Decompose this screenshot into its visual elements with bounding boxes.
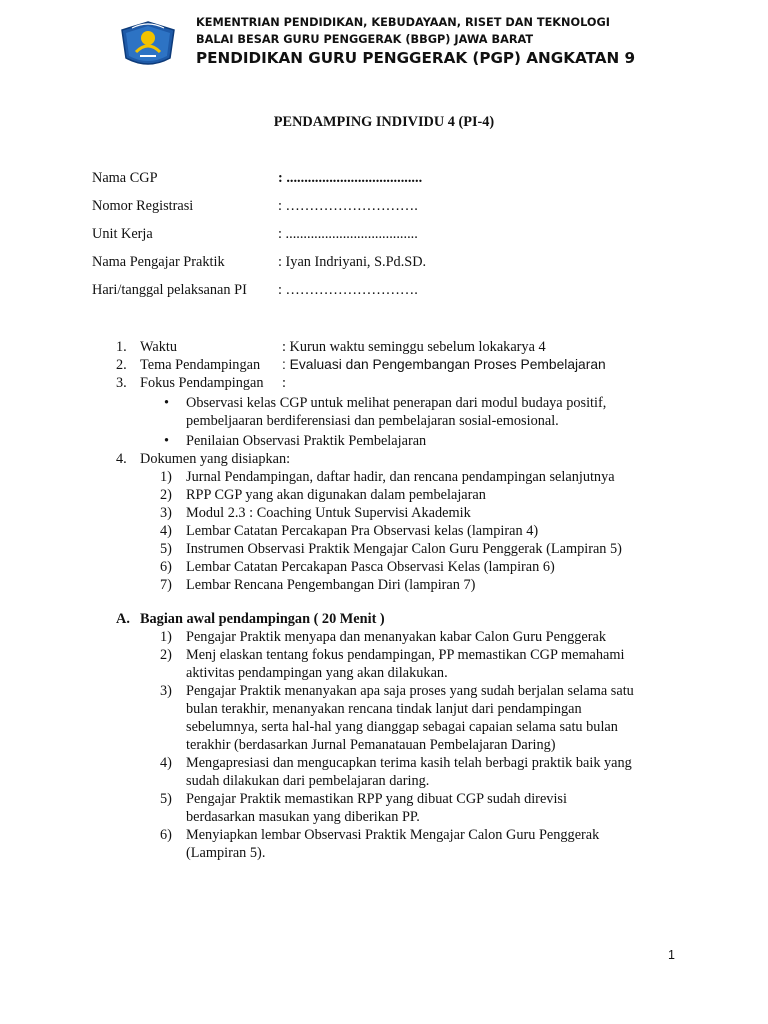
doc-text: Lembar Rencana Pengembangan Diri (lampiran 7) bbox=[186, 577, 476, 593]
document-item bbox=[116, 504, 716, 522]
doc-text: Instrumen Observasi Praktik Mengajar Calon Guru Penggerak (Lampiran 5) bbox=[186, 541, 622, 557]
step-item bbox=[116, 646, 716, 664]
step-text: Menj elaskan tentang fokus pendampingan, PP memastikan CGP memahami bbox=[186, 647, 625, 663]
identity-value: : ………………………. bbox=[278, 198, 418, 214]
step-number: 3) bbox=[160, 683, 172, 699]
step-text: Pengajar Praktik memastikan RPP yang dibuat CGP sudah direvisi bbox=[186, 791, 567, 807]
step-text: Pengajar Praktik menyapa dan menanyakan kabar Calon Guru Penggerak bbox=[186, 629, 607, 645]
section-a bbox=[116, 610, 716, 862]
step-text: aktivitas pendampingan yang akan dilakukan. bbox=[186, 665, 448, 681]
section-letter: A. bbox=[116, 611, 130, 627]
step-text: sebelumnya, serta hal-hal yang dianggap sebagai capaian selama satu bulan bbox=[186, 719, 618, 735]
step-continuation bbox=[116, 700, 716, 718]
step-text: (Lampiran 5). bbox=[186, 845, 266, 861]
step-text: bulan terakhir, menanyakan rencana tindak lanjut dari pendampingan bbox=[186, 701, 582, 717]
step-number: 6) bbox=[160, 827, 172, 843]
step-number: 2) bbox=[160, 647, 172, 663]
doc-number: 2) bbox=[160, 487, 172, 503]
bullet-icon: • bbox=[164, 433, 170, 449]
numbered-list bbox=[116, 338, 716, 594]
item-value: : Evaluasi dan Pengembangan Proses Pembelajaran bbox=[282, 357, 606, 372]
item-label: Fokus Pendampingan bbox=[140, 375, 264, 391]
identity-label: Nomor Registrasi bbox=[92, 198, 194, 214]
doc-number: 7) bbox=[160, 577, 172, 593]
document-item bbox=[116, 486, 716, 504]
list-item bbox=[116, 450, 716, 468]
identity-value: : ………………………. bbox=[278, 282, 418, 298]
step-continuation bbox=[116, 808, 716, 826]
list-item bbox=[116, 356, 716, 374]
bullet-continuation bbox=[116, 412, 716, 430]
item-number: 1. bbox=[116, 339, 127, 355]
doc-text: Jurnal Pendampingan, daftar hadir, dan rencana pendampingan selanjutnya bbox=[186, 469, 615, 485]
list-item bbox=[116, 338, 716, 356]
doc-text: RPP CGP yang akan digunakan dalam pembelajaran bbox=[186, 487, 486, 503]
identity-value: : ...................................... bbox=[278, 170, 423, 186]
step-text: Pengajar Praktik menanyakan apa saja proses yang sudah berjalan selama satu bbox=[186, 683, 634, 699]
step-item bbox=[116, 682, 716, 700]
step-number: 4) bbox=[160, 755, 172, 771]
doc-number: 1) bbox=[160, 469, 172, 485]
bullet-text: Observasi kelas CGP untuk melihat penerapan dari modul budaya positif, bbox=[186, 395, 607, 411]
document-item bbox=[116, 540, 716, 558]
page-number: 1 bbox=[668, 948, 675, 962]
doc-number: 6) bbox=[160, 559, 172, 575]
step-number: 1) bbox=[160, 629, 172, 645]
bullet-item bbox=[116, 394, 716, 412]
document-item bbox=[116, 522, 716, 540]
identity-value: : Iyan Indriyani, S.Pd.SD. bbox=[278, 254, 427, 270]
program-name: PENDIDIKAN GURU PENGGERAK (PGP) ANGKATAN 9 bbox=[196, 49, 636, 67]
item-label: Waktu bbox=[140, 339, 177, 355]
doc-text: Lembar Catatan Percakapan Pasca Observasi Kelas (lampiran 6) bbox=[186, 559, 555, 575]
step-item bbox=[116, 790, 716, 808]
step-continuation bbox=[116, 772, 716, 790]
item-value: : Kurun waktu seminggu sebelum lokakarya 4 bbox=[282, 339, 546, 355]
tut-wuri-handayani-logo bbox=[118, 20, 178, 72]
step-item bbox=[116, 628, 716, 646]
bullet-item bbox=[116, 432, 716, 450]
identity-label: Unit Kerja bbox=[92, 226, 153, 242]
ministry-name: KEMENTRIAN PENDIDIKAN, KEBUDAYAAN, RISET DAN TEKNOLOGI bbox=[196, 16, 610, 29]
doc-number: 3) bbox=[160, 505, 172, 521]
bullet-text: Penilaian Observasi Praktik Pembelajaran bbox=[186, 433, 427, 449]
doc-text: Lembar Catatan Percakapan Pra Observasi kelas (lampiran 4) bbox=[186, 523, 539, 539]
step-text: terakhir (berdasarkan Jurnal Pemanatauan Pembelajaran Daring) bbox=[186, 737, 556, 753]
document-title: PENDAMPING INDIVIDU 4 (PI-4) bbox=[273, 114, 495, 130]
step-continuation bbox=[116, 664, 716, 682]
step-text: Mengapresiasi dan mengucapkan terima kasih telah berbagi praktik baik yang bbox=[186, 755, 632, 771]
institution-name: BALAI BESAR GURU PENGGERAK (BBGP) JAWA BARAT bbox=[196, 33, 534, 46]
step-item bbox=[116, 826, 716, 844]
step-number: 5) bbox=[160, 791, 172, 807]
step-continuation bbox=[116, 844, 716, 862]
identity-label: Hari/tanggal pelaksanan PI bbox=[92, 282, 247, 298]
identity-label: Nama CGP bbox=[92, 170, 158, 186]
step-item bbox=[116, 754, 716, 772]
document-item bbox=[116, 576, 716, 594]
bullet-icon: • bbox=[164, 395, 170, 411]
step-text: berdasarkan masukan yang diberikan PP. bbox=[186, 809, 420, 825]
section-heading bbox=[116, 610, 716, 628]
letterhead bbox=[116, 14, 736, 78]
document-item bbox=[116, 468, 716, 486]
item-label: Tema Pendampingan bbox=[140, 357, 261, 373]
doc-number: 5) bbox=[160, 541, 172, 557]
item-number: 2. bbox=[116, 357, 127, 373]
item-number: 3. bbox=[116, 375, 127, 391]
identity-label: Nama Pengajar Praktik bbox=[92, 254, 225, 270]
doc-number: 4) bbox=[160, 523, 172, 539]
item-label: Dokumen yang disiapkan: bbox=[140, 451, 291, 467]
identity-value: : ..................................... bbox=[278, 226, 418, 242]
step-continuation bbox=[116, 736, 716, 754]
item-number: 4. bbox=[116, 451, 127, 467]
step-text: Menyiapkan lembar Observasi Praktik Mengajar Calon Guru Penggerak bbox=[186, 827, 600, 843]
item-value: : bbox=[282, 375, 286, 391]
doc-text: Modul 2.3 : Coaching Untuk Supervisi Akademik bbox=[186, 505, 471, 521]
document-item bbox=[116, 558, 716, 576]
bullet-text: pembeljaaran berdiferensiasi dan pembelajaran sosial-emosional. bbox=[186, 413, 559, 429]
step-text: sudah dilakukan dari pembelajaran daring. bbox=[186, 773, 430, 789]
list-item bbox=[116, 374, 716, 392]
step-continuation bbox=[116, 718, 716, 736]
section-title: Bagian awal pendampingan ( 20 Menit ) bbox=[140, 611, 385, 627]
